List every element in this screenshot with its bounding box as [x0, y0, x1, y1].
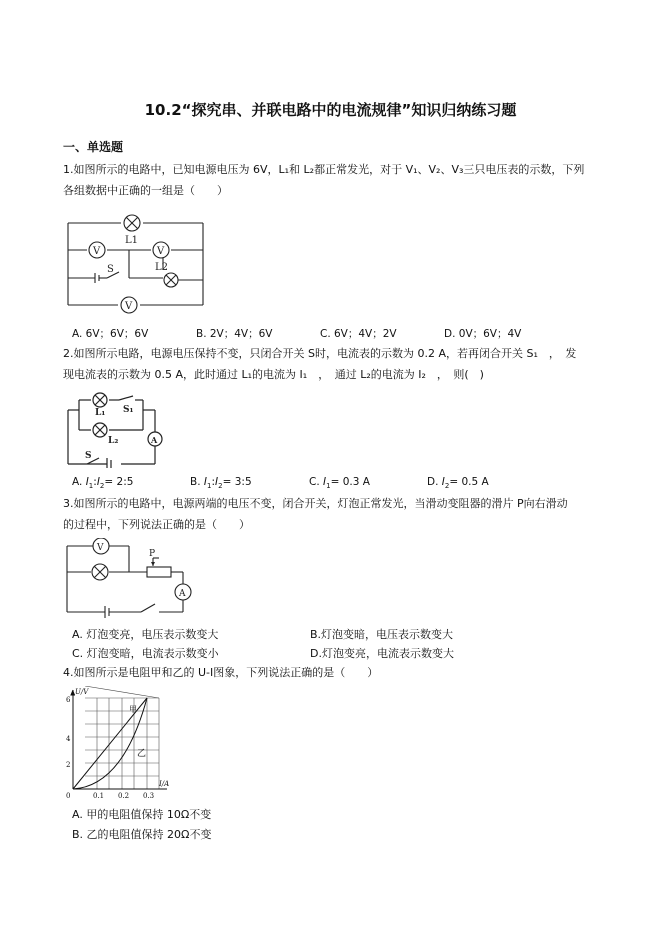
section-heading: 一、单选题	[63, 140, 124, 154]
q1-option-d[interactable]: D. 0V；6V；4V	[444, 328, 522, 340]
q4-xtick-1: 0.1	[93, 792, 105, 800]
q1-circuit-figure	[63, 208, 208, 318]
q2-option-d[interactable]: D. $I_2= 0.5$ A	[427, 476, 489, 491]
q1-label-l2: L2	[155, 262, 169, 273]
q1-label-s: S	[107, 264, 114, 275]
svg-text:V: V	[125, 301, 133, 312]
q3-text-line2: 的过程中，下列说法正确的是（ ）	[63, 518, 250, 531]
q3-label-p: P	[149, 549, 156, 559]
q1-label-l1: L1	[125, 235, 139, 246]
q3-text-line1: 3.如图所示的电路中，电源两端的电压不变，闭合开关，灯泡正常发光，当滑动变阻器的滑片 P向右滑动	[63, 497, 568, 510]
q4-ytick-6: 6	[66, 696, 71, 704]
q2-text-line1: 2.如图所示电路，电源电压保持不变，只闭合开关 S时，电流表的示数为 0.2 A，若再闭合开关 S₁ ， 发	[63, 347, 577, 360]
q1-option-a[interactable]: A. 6V；6V；6V	[72, 328, 149, 340]
q3-option-d[interactable]: D.灯泡变亮，电流表示数变大	[310, 647, 454, 660]
q2-label-l1: L₁	[95, 408, 106, 418]
q2-label-s1: S₁	[123, 405, 134, 415]
q1-option-c[interactable]: C. 6V；4V；2V	[320, 328, 397, 340]
q2-option-b[interactable]: B. $I_1:I_2=$ 3:5	[190, 476, 252, 491]
q4-ytick-2: 2	[66, 761, 71, 769]
q2-text-line2: 现电流表的示数为 0.5 A，此时通过 L₁的电流为 I₁ ， 通过 L₂的电流为 I₂ ， 则( )	[63, 368, 484, 381]
q4-ytick-4: 4	[66, 735, 71, 743]
document-title: 10.2“探究串、并联电路中的电流规律”知识归纳练习题	[144, 101, 517, 119]
q1-text-line1: 1.如图所示的电路中，已知电源电压为 6V，L₁和 L₂都正常发光，对于 V₁、V₂、V₃三只电压表的示数，下列	[63, 163, 585, 176]
q3-label-v: V	[97, 543, 104, 553]
q4-ylabel: U/V	[75, 688, 89, 696]
q4-ui-graph	[63, 686, 178, 804]
q4-option-b[interactable]: B. 乙的电阻值保持 20Ω不变	[72, 828, 212, 841]
q4-origin: 0	[66, 792, 71, 800]
q2-label-a: A	[151, 435, 158, 445]
q2-option-c[interactable]: C. $I_1= 0.3$ A	[309, 476, 370, 491]
q4-xtick-3: 0.3	[143, 792, 155, 800]
q3-option-a[interactable]: A. 灯泡变亮，电压表示数变大	[72, 628, 219, 641]
q3-circuit-figure	[63, 538, 198, 618]
q4-label-yi: 乙	[137, 749, 147, 759]
q1-text-line2: 各组数据中正确的一组是（ ）	[63, 184, 228, 197]
q2-label-l2: L₂	[108, 436, 119, 446]
q2-circuit-figure	[63, 388, 168, 468]
q2-label-s: S	[85, 451, 92, 461]
q4-option-a[interactable]: A. 甲的电阻值保持 10Ω不变	[72, 808, 212, 821]
q2-option-a[interactable]: A. $I_1:I_2=$ 2:5	[72, 476, 134, 491]
q3-option-b[interactable]: B.灯泡变暗，电压表示数变大	[310, 628, 454, 641]
svg-text:V: V	[93, 246, 101, 257]
q3-option-c[interactable]: C. 灯泡变暗，电流表示数变小	[72, 647, 219, 660]
q4-xlabel: I/A	[159, 780, 170, 788]
q4-label-jia: 甲	[129, 705, 137, 714]
q1-option-b[interactable]: B. 2V；4V；6V	[196, 328, 273, 340]
svg-text:V: V	[157, 246, 165, 257]
q3-label-a: A	[179, 589, 186, 599]
q4-text-line1: 4.如图所示是电阻甲和乙的 U-I图象，下列说法正确的是（ ）	[63, 666, 379, 679]
q4-xtick-2: 0.2	[118, 792, 130, 800]
